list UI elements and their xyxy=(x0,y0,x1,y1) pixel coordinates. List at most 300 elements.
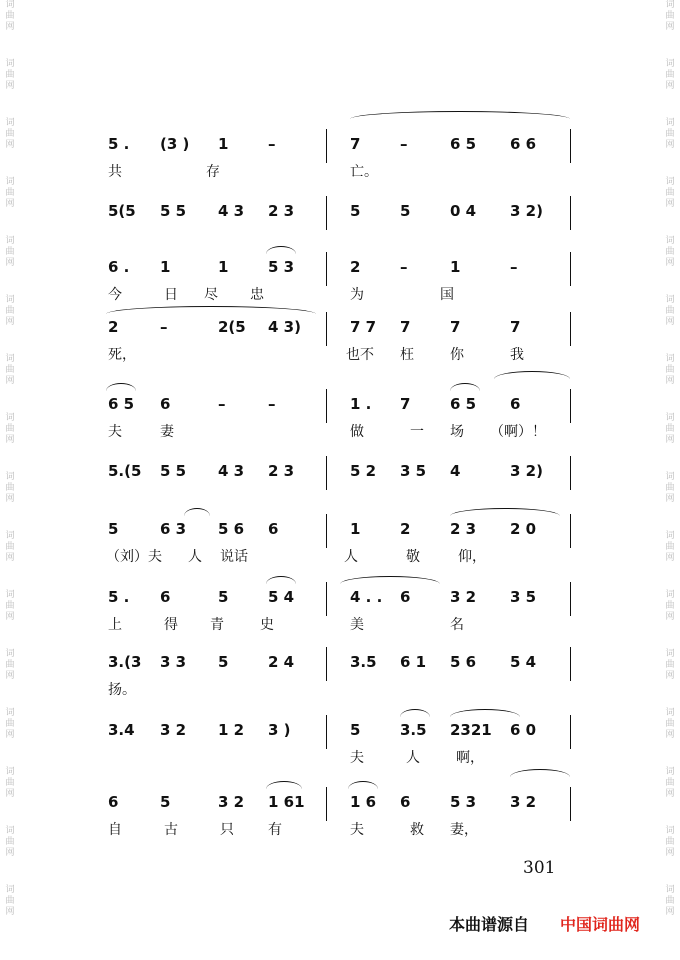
watermark-group xyxy=(2,413,18,446)
lyric-syllable: 青 xyxy=(210,617,224,633)
note-row xyxy=(100,653,570,675)
watermark-char: 词 xyxy=(5,649,15,659)
note-group: 7 xyxy=(510,318,521,336)
note-group: 6 1 xyxy=(400,653,427,671)
watermark-group xyxy=(662,118,678,151)
slur-mark xyxy=(400,709,430,717)
bar-line xyxy=(326,389,327,423)
watermark-char: 网 xyxy=(5,612,15,622)
note-row xyxy=(100,793,570,815)
slur-mark xyxy=(106,383,136,391)
watermark-char: 曲 xyxy=(665,306,675,316)
lyric-syllable: 你 xyxy=(450,347,464,363)
watermark-char: 词 xyxy=(5,885,15,895)
watermark-char: 曲 xyxy=(665,129,675,139)
note-row xyxy=(100,520,570,542)
note-group: 6 5 xyxy=(108,395,135,413)
lyric-syllable: 一 xyxy=(410,424,424,440)
note-group: 5 xyxy=(400,202,411,220)
note-group: 3 3 xyxy=(160,653,187,671)
lyric-syllable: 为 xyxy=(350,287,364,303)
lyric-row xyxy=(100,161,570,181)
note-group: 5 6 xyxy=(450,653,477,671)
watermark-char: 曲 xyxy=(5,247,15,257)
note-group: 1 xyxy=(160,258,171,276)
lyric-syllable: 人 xyxy=(188,549,202,565)
bar-line xyxy=(570,787,571,821)
bar-line xyxy=(570,647,571,681)
watermark-group xyxy=(2,826,18,859)
footer-source-label: 本曲谱源自 xyxy=(449,915,530,934)
bar-line xyxy=(326,787,327,821)
watermark-group xyxy=(662,885,678,918)
watermark-char: 网 xyxy=(665,258,675,268)
watermark-group xyxy=(662,590,678,623)
watermark-char: 网 xyxy=(665,730,675,740)
watermark-char: 网 xyxy=(665,199,675,209)
watermark-char: 曲 xyxy=(665,837,675,847)
watermark-char: 词 xyxy=(5,708,15,718)
watermark-char: 曲 xyxy=(665,365,675,375)
watermark-char: 网 xyxy=(665,81,675,91)
lyric-syllable: 只 xyxy=(220,822,234,838)
watermark-char: 词 xyxy=(665,295,675,305)
watermark-group xyxy=(2,59,18,92)
watermark-char: 网 xyxy=(5,140,15,150)
watermark-char: 词 xyxy=(5,826,15,836)
note-group: 4 . . xyxy=(350,588,383,606)
watermark-group xyxy=(2,177,18,210)
lyric-syllable: 死， xyxy=(108,347,136,363)
watermark-char: 网 xyxy=(665,553,675,563)
footer-site-name: 中国词曲网 xyxy=(560,915,641,934)
note-group: 6 xyxy=(108,793,119,811)
watermark-char: 词 xyxy=(5,590,15,600)
watermark-char: 网 xyxy=(5,553,15,563)
watermark-char: 网 xyxy=(665,907,675,917)
watermark-char: 网 xyxy=(665,22,675,32)
lyric-syllable: 也不 xyxy=(346,347,374,363)
note-group: 5 5 xyxy=(160,202,187,220)
lyric-syllable: 敬 xyxy=(406,549,420,565)
note-group: 2 4 xyxy=(268,653,295,671)
note-group: 6 3 xyxy=(160,520,187,538)
watermark-char: 曲 xyxy=(5,778,15,788)
lyric-syllable: 忠 xyxy=(250,287,264,303)
note-group: 3.5 xyxy=(400,721,427,739)
watermark-char: 网 xyxy=(5,376,15,386)
note-group: 6 xyxy=(160,588,171,606)
note-group: – xyxy=(160,318,168,336)
lyric-syllable: 夫 xyxy=(350,750,364,766)
lyric-row xyxy=(100,614,570,634)
note-group: 5 xyxy=(108,520,119,538)
watermark-char: 曲 xyxy=(665,188,675,198)
note-group: 7 xyxy=(450,318,461,336)
note-group: 6 xyxy=(510,395,521,413)
note-group: 4 3 xyxy=(218,202,245,220)
slur-mark xyxy=(266,781,302,789)
note-group: 7 7 xyxy=(350,318,377,336)
slur-mark xyxy=(510,769,570,777)
note-group: 6 xyxy=(160,395,171,413)
watermark-char: 词 xyxy=(665,118,675,128)
slur-mark xyxy=(340,576,440,584)
note-row xyxy=(100,462,570,484)
note-group: 5 6 xyxy=(218,520,245,538)
watermark-char: 词 xyxy=(5,0,15,10)
watermark-char: 网 xyxy=(5,494,15,504)
watermark-char: 网 xyxy=(5,789,15,799)
watermark-char: 网 xyxy=(5,317,15,327)
watermark-char: 网 xyxy=(5,671,15,681)
note-group: 7 xyxy=(400,318,411,336)
slur-mark xyxy=(350,111,570,119)
watermark-char: 曲 xyxy=(665,424,675,434)
note-group: 2(5 xyxy=(218,318,246,336)
note-group: 5 xyxy=(160,793,171,811)
watermark-char: 网 xyxy=(5,435,15,445)
note-group: 6 . xyxy=(108,258,130,276)
lyric-row xyxy=(100,747,570,767)
note-group: 3.(3 xyxy=(108,653,142,671)
watermark-group xyxy=(2,295,18,328)
note-group: 3 2) xyxy=(510,202,543,220)
lyric-syllable: 国 xyxy=(440,287,454,303)
note-group: 2 3 xyxy=(268,462,295,480)
watermark-char: 曲 xyxy=(5,306,15,316)
watermark-char: 曲 xyxy=(5,365,15,375)
lyric-syllable: 做 xyxy=(350,424,364,440)
note-group: 2 xyxy=(108,318,119,336)
watermark-char: 网 xyxy=(665,671,675,681)
watermark-char: 曲 xyxy=(665,247,675,257)
note-group: 4 xyxy=(450,462,461,480)
note-group: 4 3) xyxy=(268,318,301,336)
watermark-char: 词 xyxy=(665,708,675,718)
watermark-char: 网 xyxy=(665,789,675,799)
lyric-syllable: 共 xyxy=(108,164,122,180)
watermark-char: 曲 xyxy=(665,542,675,552)
note-group: 3 ) xyxy=(268,721,291,739)
watermark-group xyxy=(662,354,678,387)
lyric-syllable: 夫 xyxy=(108,424,122,440)
note-group: 5 xyxy=(218,588,229,606)
note-group: 3.4 xyxy=(108,721,135,739)
note-group: 1 . xyxy=(350,395,372,413)
watermark-char: 曲 xyxy=(665,11,675,21)
lyric-syllable: 啊， xyxy=(456,750,484,766)
watermark-char: 曲 xyxy=(5,424,15,434)
lyric-syllable: （啊）！ xyxy=(490,424,546,440)
watermark-char: 网 xyxy=(665,494,675,504)
note-group: – xyxy=(400,258,408,276)
note-group: 5(5 xyxy=(108,202,136,220)
watermark-group xyxy=(2,354,18,387)
watermark-char: 词 xyxy=(665,767,675,777)
lyric-row xyxy=(100,344,570,364)
note-group: 3 5 xyxy=(400,462,427,480)
watermark-char: 词 xyxy=(5,531,15,541)
note-group: – xyxy=(268,395,276,413)
watermark-char: 词 xyxy=(5,118,15,128)
watermark-char: 网 xyxy=(5,848,15,858)
watermark-group xyxy=(662,826,678,859)
bar-line xyxy=(326,582,327,616)
watermark-char: 词 xyxy=(665,885,675,895)
watermark-group xyxy=(662,767,678,800)
watermark-char: 网 xyxy=(665,140,675,150)
bar-line xyxy=(570,252,571,286)
watermark-group xyxy=(2,885,18,918)
note-group: 6 xyxy=(268,520,279,538)
lyric-syllable: 妻 xyxy=(160,424,174,440)
lyric-syllable: 古 xyxy=(164,822,178,838)
watermark-group xyxy=(662,472,678,505)
note-group: 7 xyxy=(400,395,411,413)
watermark-char: 曲 xyxy=(5,70,15,80)
watermark-group xyxy=(2,0,18,33)
note-group: 3 2 xyxy=(160,721,187,739)
watermark-group xyxy=(2,708,18,741)
note-group: 2321 xyxy=(450,721,492,739)
watermark-char: 曲 xyxy=(665,601,675,611)
watermark-char: 曲 xyxy=(665,70,675,80)
lyric-syllable: 美 xyxy=(350,617,364,633)
note-group: – xyxy=(268,135,276,153)
watermark-group xyxy=(2,118,18,151)
watermark-group xyxy=(2,531,18,564)
watermark-char: 词 xyxy=(665,59,675,69)
lyric-syllable: 今 xyxy=(108,287,122,303)
lyric-syllable: 有 xyxy=(268,822,282,838)
note-group: 5 2 xyxy=(350,462,377,480)
watermark-group xyxy=(2,649,18,682)
watermark-char: 曲 xyxy=(665,778,675,788)
note-group: 5 . xyxy=(108,135,130,153)
watermark-char: 网 xyxy=(665,435,675,445)
note-group: 3 2) xyxy=(510,462,543,480)
note-group: 5 4 xyxy=(268,588,295,606)
watermark-char: 曲 xyxy=(5,188,15,198)
note-group: 3 5 xyxy=(510,588,537,606)
watermark-char: 词 xyxy=(5,354,15,364)
watermark-char: 网 xyxy=(665,317,675,327)
left-watermark-column xyxy=(2,0,18,960)
note-group: 6 0 xyxy=(510,721,537,739)
note-group: 5 3 xyxy=(268,258,295,276)
watermark-char: 曲 xyxy=(5,129,15,139)
note-group: 7 xyxy=(350,135,361,153)
note-row xyxy=(100,395,570,417)
page-number: 301 xyxy=(523,858,556,878)
note-group: 3.5 xyxy=(350,653,377,671)
watermark-char: 曲 xyxy=(5,719,15,729)
watermark-group xyxy=(2,767,18,800)
note-row xyxy=(100,135,570,157)
watermark-group xyxy=(662,236,678,269)
lyric-syllable: 名 xyxy=(450,617,464,633)
watermark-group xyxy=(2,590,18,623)
lyric-row xyxy=(100,819,570,839)
note-group: 5 5 xyxy=(160,462,187,480)
watermark-char: 词 xyxy=(665,0,675,10)
note-group: 6 6 xyxy=(510,135,537,153)
note-group: 5 3 xyxy=(450,793,477,811)
watermark-group xyxy=(662,59,678,92)
lyric-syllable: 史 xyxy=(260,617,274,633)
slur-mark xyxy=(494,371,570,379)
right-watermark-column xyxy=(662,0,678,960)
watermark-group xyxy=(662,177,678,210)
watermark-char: 网 xyxy=(5,730,15,740)
watermark-char: 曲 xyxy=(5,896,15,906)
watermark-char: 曲 xyxy=(5,837,15,847)
watermark-group xyxy=(662,708,678,741)
watermark-group xyxy=(662,413,678,446)
watermark-group xyxy=(2,472,18,505)
slur-mark xyxy=(266,576,296,584)
bar-line xyxy=(326,129,327,163)
note-row xyxy=(100,318,570,340)
lyric-syllable: 人 xyxy=(406,750,420,766)
watermark-char: 曲 xyxy=(5,660,15,670)
note-group: 5 xyxy=(350,202,361,220)
watermark-char: 网 xyxy=(5,199,15,209)
watermark-char: 网 xyxy=(665,376,675,386)
watermark-char: 词 xyxy=(5,59,15,69)
note-group: 5 4 xyxy=(510,653,537,671)
bar-line xyxy=(326,312,327,346)
watermark-group xyxy=(662,531,678,564)
note-row xyxy=(100,721,570,743)
note-group: 5 xyxy=(218,653,229,671)
bar-line xyxy=(570,129,571,163)
bar-line xyxy=(570,715,571,749)
watermark-char: 曲 xyxy=(665,483,675,493)
note-group: 5.(5 xyxy=(108,462,142,480)
note-group: 6 5 xyxy=(450,395,477,413)
note-group: 6 xyxy=(400,588,411,606)
slur-mark xyxy=(348,781,378,789)
bar-line xyxy=(326,647,327,681)
lyric-syllable: 存 xyxy=(206,164,220,180)
note-group: 2 xyxy=(350,258,361,276)
note-group: 1 61 xyxy=(268,793,305,811)
bar-line xyxy=(326,715,327,749)
lyric-syllable: （刘）夫 xyxy=(106,549,162,565)
note-group: 5 . xyxy=(108,588,130,606)
lyric-syllable: 日 xyxy=(164,287,178,303)
note-group: – xyxy=(218,395,226,413)
watermark-char: 词 xyxy=(5,177,15,187)
lyric-syllable: 夫 xyxy=(350,822,364,838)
note-group: 3 2 xyxy=(450,588,477,606)
watermark-char: 曲 xyxy=(5,483,15,493)
watermark-char: 词 xyxy=(665,177,675,187)
slur-mark xyxy=(266,246,296,254)
watermark-char: 词 xyxy=(665,531,675,541)
watermark-char: 词 xyxy=(5,295,15,305)
bar-line xyxy=(326,196,327,230)
note-group: 1 xyxy=(450,258,461,276)
lyric-syllable: 自 xyxy=(108,822,122,838)
slur-mark xyxy=(450,383,480,391)
lyric-syllable: 亡。 xyxy=(350,164,378,180)
note-group: 4 3 xyxy=(218,462,245,480)
lyric-syllable: 救 xyxy=(410,822,424,838)
watermark-char: 网 xyxy=(5,81,15,91)
watermark-char: 词 xyxy=(665,236,675,246)
watermark-char: 曲 xyxy=(5,11,15,21)
bar-line xyxy=(570,312,571,346)
watermark-char: 曲 xyxy=(665,719,675,729)
watermark-char: 词 xyxy=(5,767,15,777)
watermark-char: 词 xyxy=(5,236,15,246)
note-group: – xyxy=(510,258,518,276)
watermark-char: 词 xyxy=(665,826,675,836)
watermark-char: 曲 xyxy=(665,660,675,670)
lyric-syllable: 枉 xyxy=(400,347,414,363)
lyric-row xyxy=(100,679,570,699)
slur-mark xyxy=(450,508,560,516)
lyric-syllable: 人 xyxy=(344,549,358,565)
watermark-group xyxy=(662,0,678,33)
note-group: 2 xyxy=(400,520,411,538)
watermark-group xyxy=(2,236,18,269)
watermark-char: 词 xyxy=(665,649,675,659)
watermark-char: 网 xyxy=(5,258,15,268)
watermark-char: 网 xyxy=(5,907,15,917)
watermark-char: 网 xyxy=(5,22,15,32)
slur-mark xyxy=(106,306,316,314)
watermark-char: 词 xyxy=(665,590,675,600)
bar-line xyxy=(326,456,327,490)
watermark-char: 词 xyxy=(665,413,675,423)
bar-line xyxy=(326,252,327,286)
watermark-char: 曲 xyxy=(665,896,675,906)
lyric-syllable: 上 xyxy=(108,617,122,633)
watermark-char: 词 xyxy=(665,354,675,364)
note-group: 2 3 xyxy=(450,520,477,538)
note-row xyxy=(100,588,570,610)
note-group: – xyxy=(400,135,408,153)
watermark-group xyxy=(662,649,678,682)
slur-mark xyxy=(184,508,210,516)
watermark-char: 词 xyxy=(5,413,15,423)
note-group: 1 xyxy=(218,135,229,153)
watermark-char: 词 xyxy=(665,472,675,482)
watermark-group xyxy=(662,295,678,328)
watermark-char: 曲 xyxy=(5,601,15,611)
lyric-syllable: 场 xyxy=(450,424,464,440)
bar-line xyxy=(570,196,571,230)
lyric-row xyxy=(100,546,570,566)
watermark-char: 网 xyxy=(665,848,675,858)
lyric-syllable: 尽 xyxy=(204,287,218,303)
bar-line xyxy=(326,514,327,548)
note-group: 3 2 xyxy=(510,793,537,811)
note-group: 1 xyxy=(350,520,361,538)
note-group: (3 ) xyxy=(160,135,190,153)
watermark-char: 词 xyxy=(5,472,15,482)
lyric-syllable: 得 xyxy=(164,617,178,633)
lyric-syllable: 仰， xyxy=(458,549,486,565)
note-group: 1 6 xyxy=(350,793,377,811)
watermark-char: 曲 xyxy=(5,542,15,552)
note-row xyxy=(100,258,570,280)
lyric-syllable: 我 xyxy=(510,347,524,363)
